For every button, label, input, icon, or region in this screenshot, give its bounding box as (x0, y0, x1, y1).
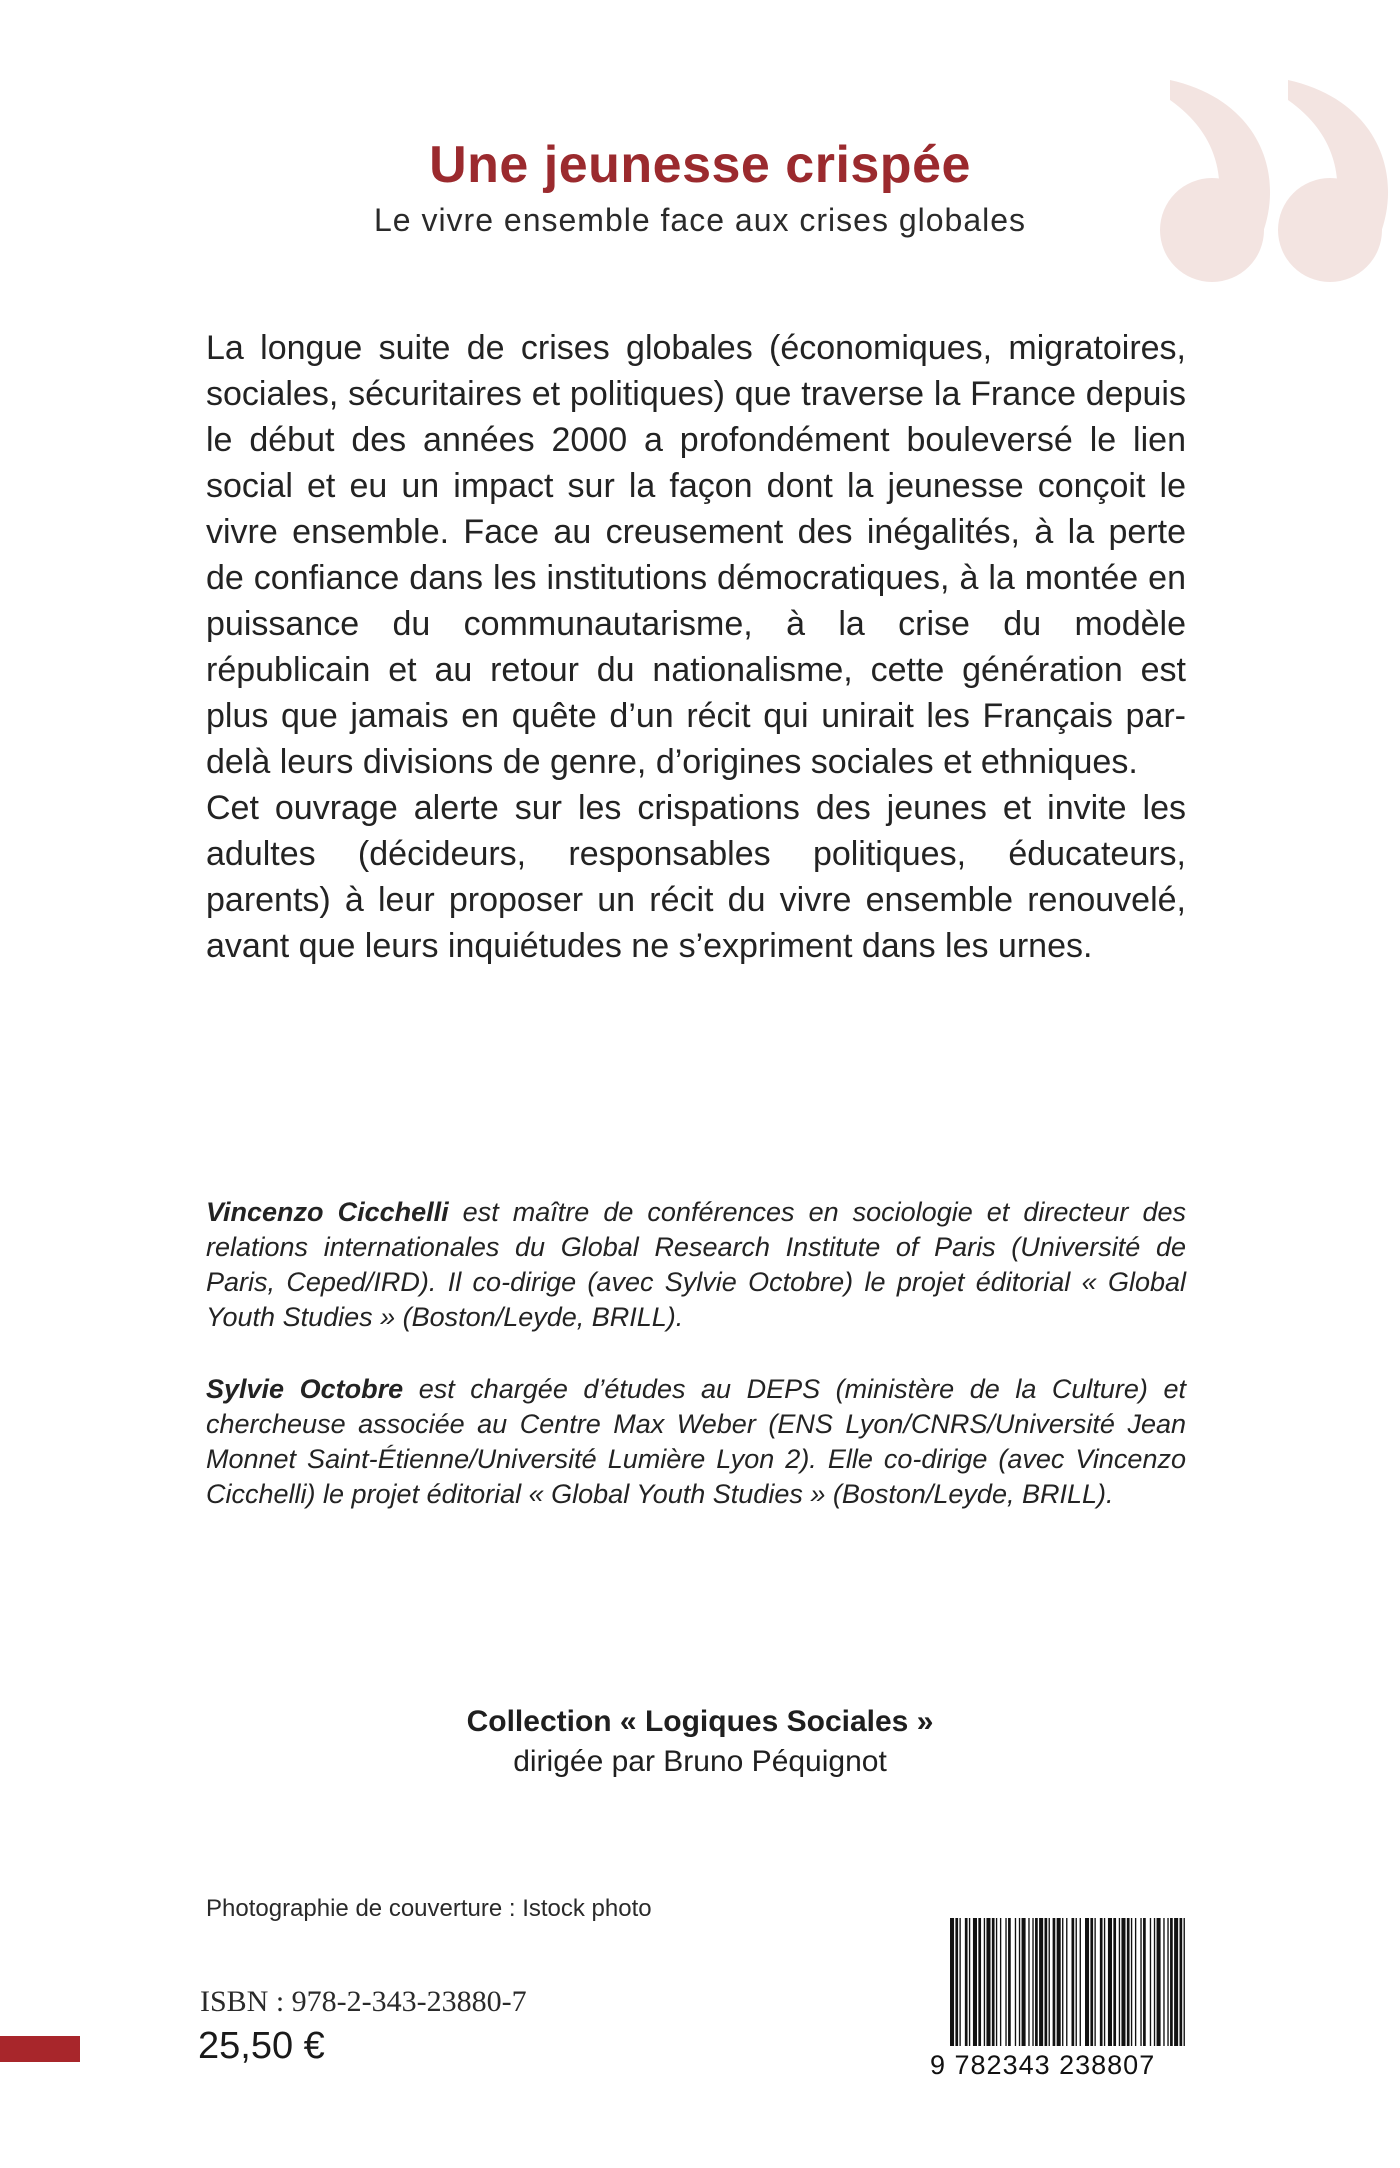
barcode-bar (1045, 1918, 1048, 2046)
author-bio-1 (206, 1195, 1186, 1335)
barcode-bar (1015, 1918, 1016, 2046)
summary (206, 325, 1186, 969)
barcode-bar (1170, 1918, 1173, 2046)
barcode-bar (1167, 1918, 1168, 2046)
barcode-bar (1131, 1918, 1132, 2046)
barcode-bar (1094, 1918, 1095, 2046)
author-name-2: Sylvie Octobre (206, 1374, 404, 1404)
barcode-bar (1076, 1918, 1077, 2046)
barcode-bar (1019, 1918, 1020, 2046)
barcode-bar (1005, 1918, 1006, 2046)
author-name-1: Vincenzo Cicchelli (206, 1197, 449, 1227)
book-subtitle: Le vivre ensemble face aux crises globales (373, 202, 1027, 238)
book-title: Une jeunesse crispée (429, 136, 971, 194)
barcode-bar (978, 1918, 981, 2046)
barcode-bar (1113, 1918, 1116, 2046)
barcode-bar (1000, 1918, 1001, 2046)
barcode-bar (1035, 1918, 1038, 2046)
barcode-bar (1119, 1918, 1120, 2046)
price: 25,50 € (198, 2025, 325, 2067)
barcode-bar (1039, 1918, 1043, 2046)
barcode-bar (1080, 1918, 1081, 2046)
author-bio-2 (206, 1372, 1186, 1512)
barcode-icon (948, 1918, 1186, 2046)
barcode-bar (1157, 1918, 1161, 2046)
barcode-bar (1140, 1918, 1141, 2046)
barcode-bar (1008, 1918, 1011, 2046)
barcode-bar (1062, 1918, 1063, 2046)
barcode-bar (1154, 1918, 1155, 2046)
photo-credit: Photographie de couverture : Istock photo (206, 1895, 652, 1922)
barcode-bar (1090, 1918, 1093, 2046)
barcode-bar (1108, 1918, 1112, 2046)
barcode-bar (1085, 1918, 1089, 2046)
barcode-bar (1066, 1918, 1067, 2046)
barcode-bar (1104, 1918, 1105, 2046)
barcode-number: 9 782343 238807 (930, 2050, 1156, 2080)
author-bio-text-2: est chargée d’études au DEPS (ministère de la Culture) et chercheuse associée au Centre Max Weber (ENS Lyon/CNRS/Université Jean Monnet Saint-Étienne/Université Lumière Lyon 2). Elle co-dirige (avec Vincenzo Cicchelli) le projet éditorial « Global Youth Studies » (Boston/Leyde, BRILL). (206, 1374, 1186, 1509)
barcode-bar (1174, 1918, 1178, 2046)
barcode-bar (1049, 1918, 1050, 2046)
isbn: ISBN : 978-2-343-23880-7 (200, 1985, 527, 2018)
barcode-bar (1143, 1918, 1146, 2046)
author-bio-text-1: est maître de conférences en sociologie et directeur des relations internationales du Global Research Institute of Paris (Université de Paris, Ceped/IRD). Il co-dirige (avec Sylvie Octobre) le projet éditorial « Global Youth Studies » (Boston/Leyde, BRILL). (206, 1197, 1186, 1332)
collection-director: dirigée par Bruno Péquignot (513, 1745, 887, 1778)
barcode-bar (1028, 1918, 1029, 2046)
barcode-bar (1127, 1918, 1130, 2046)
barcode-bar (950, 1918, 954, 2046)
barcode-bar (969, 1918, 970, 2046)
barcode-bar (996, 1918, 997, 2046)
collection-info (0, 1702, 1400, 1782)
barcode-bar (1180, 1918, 1183, 2046)
barcode-bar (1135, 1918, 1136, 2046)
barcode-bar (1121, 1918, 1125, 2046)
summary-paragraph-1: La longue suite de crises globales (économiques, migratoires, sociales, sécuritaires et politiques) que traverse la France depuis le début des années 2000 a profondément bouleversé le lien social et eu un impact sur la façon dont la jeunesse conçoit le vivre ensemble. Face au creusement des inégalités, à la perte de confiance dans les institutions démocratiques, à la montée en puissance du communautarisme, à la crise du modèle républicain et au retour du nationalisme, cette génération est plus que jamais en quête d’un récit qui unirait les Français par-delà leurs divisions de genre, d’origines sociales et ethniques. (206, 329, 1186, 781)
barcode-bar (1072, 1918, 1075, 2046)
barcode-bar (1022, 1918, 1026, 2046)
barcode-bar (1184, 1918, 1185, 2046)
barcode-bar (986, 1918, 990, 2046)
barcode-bar (973, 1918, 977, 2046)
barcode-bar (1100, 1918, 1103, 2046)
barcode-bar (959, 1918, 960, 2046)
barcode-bar (1057, 1918, 1061, 2046)
red-accent-bar (0, 2036, 80, 2062)
barcode-bar (984, 1918, 985, 2046)
barcode-bar (1053, 1918, 1056, 2046)
barcode-bar (965, 1918, 968, 2046)
barcode-bar (955, 1918, 958, 2046)
barcode-bar (992, 1918, 995, 2046)
collection-title: Collection « Logiques Sociales » (466, 1705, 934, 1738)
barcode-bar (1163, 1918, 1164, 2046)
barcode-bar (1032, 1918, 1033, 2046)
barcode-bar (1150, 1918, 1151, 2046)
summary-paragraph-2: Cet ouvrage alerte sur les crispations des jeunes et invite les adultes (décideurs, responsables politiques, éducateurs, parents) à leur proposer un récit du vivre ensemble renouvelé, avant que leurs inquiétudes ne s’expriment dans les urnes. (206, 789, 1186, 965)
